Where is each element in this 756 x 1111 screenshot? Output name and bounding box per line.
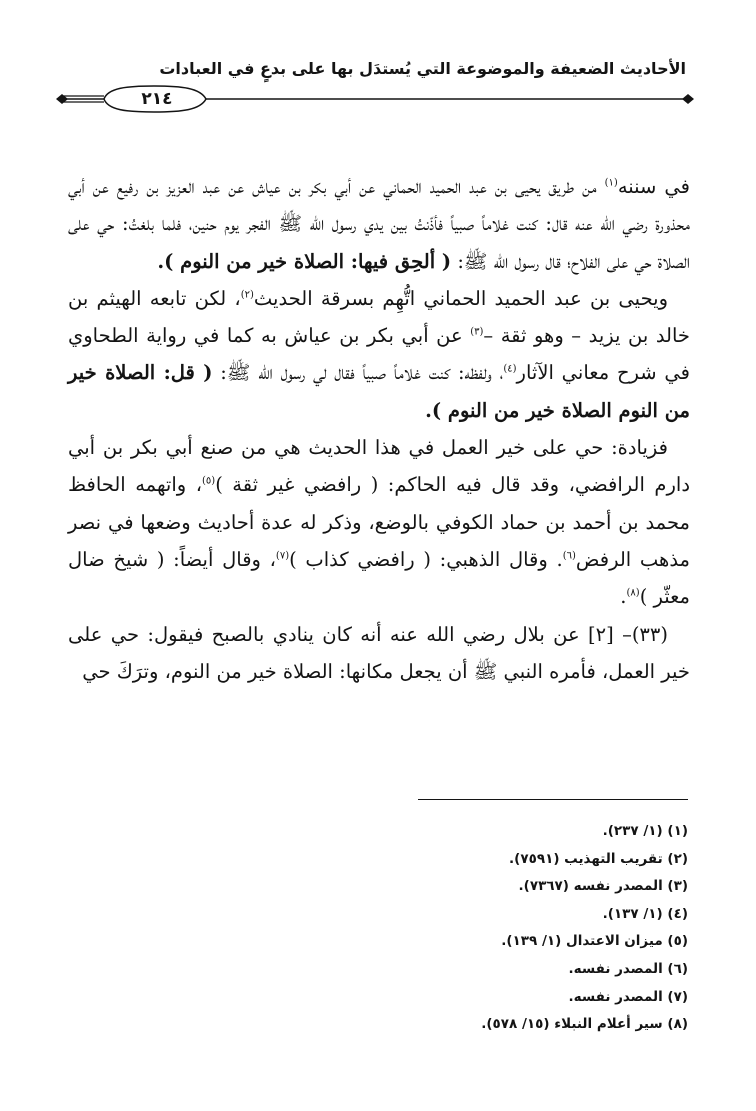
text-run: في سننه — [617, 175, 690, 198]
paragraph-1 — [68, 168, 690, 280]
footnote-7: (٧) المصدر نفسه. — [568, 988, 688, 1005]
text-run: ، ولفظه: كنت غلاماً صبياً فقال لي رسول الله ﷺ: — [212, 361, 504, 385]
footnote-ref: (٦) — [562, 550, 576, 562]
diamond-right-icon — [682, 94, 694, 104]
text-run: ، وقال أيضاً: ( شيخ ضال معثّر ) — [68, 547, 690, 609]
footnote-2: (٢) تقريب التهذيب (٧٥٩١). — [509, 850, 688, 867]
footnote-ref: (٢) — [240, 289, 254, 301]
footnote-ref: (٧) — [275, 550, 290, 562]
text-run: ويحيى بن عبد الحميد الحماني اتُّهِم بسرقة الحديث — [253, 286, 668, 310]
main-text — [68, 168, 690, 690]
footnote-1: (١) (١/ ٢٣٧). — [602, 823, 688, 839]
paragraph-2 — [68, 280, 690, 429]
page-number: ٢١٤ — [141, 89, 173, 109]
paragraph-3 — [68, 429, 690, 615]
running-header-title: الأحاديث الضعيفة والموضوعة التي يُستدَل بها على بدعٍ في العبادات — [159, 59, 686, 78]
text-run: ، واتهمه الحافظ محمد بن أحمد بن حماد الكوفي بالوضع، وذكر له عدة أحاديث وضعها في نصر مذهب الرفض — [68, 473, 691, 571]
footnote-6: (٦) المصدر نفسه. — [568, 960, 688, 977]
text-run: . — [620, 585, 627, 609]
paragraph-4 — [68, 616, 690, 691]
footnote-ref: (٥) — [202, 475, 216, 487]
text-run: ، لكن تابعه الهيثم بن خالد بن يزيد – وهو ثقة – — [68, 286, 690, 348]
footnotes — [300, 818, 688, 1039]
footnote-5: (٥) ميزان الاعتدال (١/ ١٣٩). — [501, 933, 688, 950]
footnote-4: (٤) (١/ ١٣٧). — [602, 905, 688, 922]
text-run: من طريق يحيى بن عبد الحميد الحماني عن أبي بكر بن عياش عن عبد العزيز بن رفيع عن أبي محذورة رضي الله عنه قال: كنت غلاماً صبياً فأذّنتُ بين يدي رسول الله ﷺ الفجر يوم حنين، فلما بلغتُ: حي على الصلاة حي على الفلاح؛ قال رسول الله ﷺ: — [68, 175, 690, 273]
footnote-ref: (١) — [604, 177, 618, 189]
text-run: عن أبي بكر بن عياش به كما في رواية الطحاوي في شرح معاني الآثار — [68, 324, 690, 385]
text-run: فزيادة: حي على خير العمل في هذا الحديث هي من صنع أبي بكر بن أبي دارم الرافضي، وقد قال فيه الحاكم: ( رافضي غير ثقة ) — [68, 436, 691, 497]
text-run: (٣٣)– [٢] عن بلال رضي الله عنه أنه كان ينادي بالصبح فيقول: حي على خير العمل، فأمره النبي ﷺ أن يجعل مكانها: الصلاة خير من النوم، وترَكَ حي — [68, 622, 690, 683]
text-run: . وقال الذهبي: ( رافضي كذاب ) — [289, 547, 563, 571]
hadith-quote: ( قل: الصلاة خير من النوم الصلاة خير من النوم ). — [68, 361, 690, 422]
footnote-ref: (٨) — [626, 587, 640, 599]
footnote-ref: (٤) — [503, 363, 517, 375]
footnote-separator — [418, 799, 688, 800]
footnote-3: (٣) المصدر نفسه (٧٣٦٧). — [518, 878, 688, 895]
footnote-ref: (٣) — [470, 326, 484, 338]
hadith-quote: ( ألحِق فيها: الصلاة خير من النوم ). — [157, 249, 452, 273]
footnote-8: (٨) سير أعلام النبلاء (١٥/ ٥٧٨). — [481, 1016, 688, 1033]
